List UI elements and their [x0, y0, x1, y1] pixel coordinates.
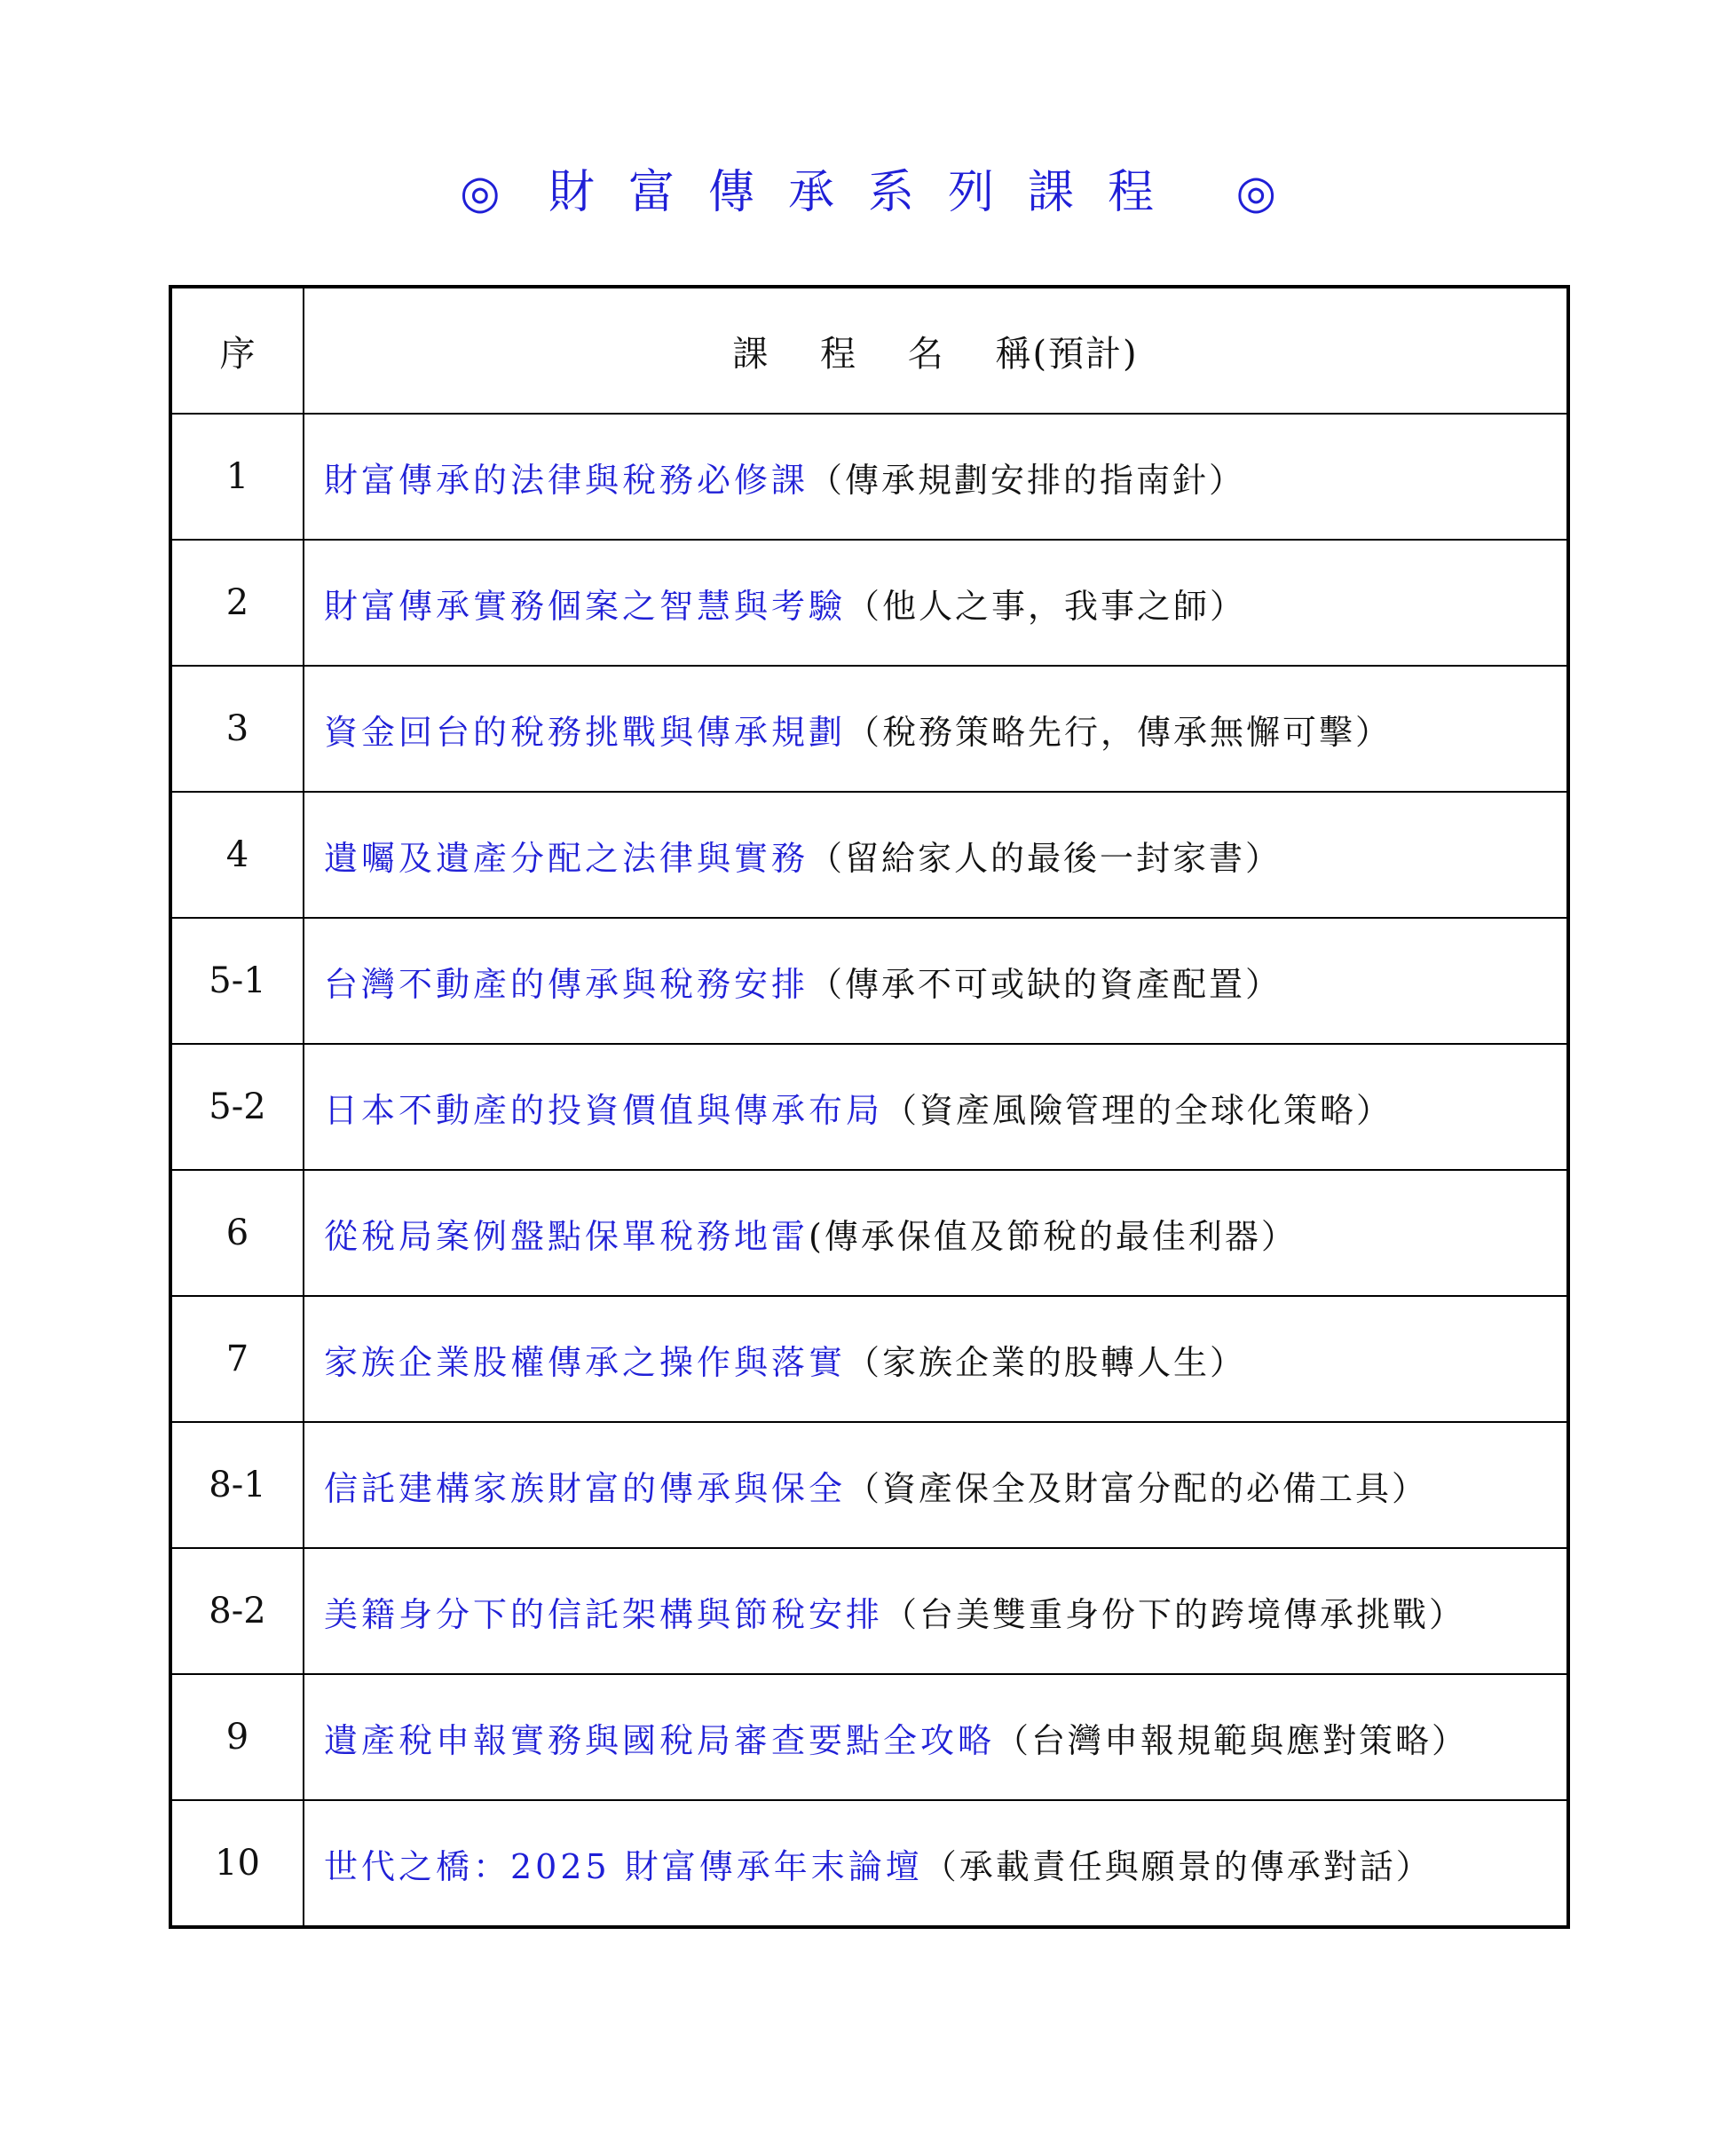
- row-course-name: [304, 918, 1568, 1044]
- row-seq: 2: [170, 540, 304, 666]
- row-course-name: [304, 792, 1568, 918]
- course-title: 資金回台的稅務挑戰與傳承規劃: [324, 712, 847, 752]
- row-course-name: [304, 1296, 1568, 1422]
- row-seq: 6: [170, 1170, 304, 1296]
- row-course-name: [304, 1044, 1568, 1170]
- table-row: [170, 1170, 1568, 1296]
- course-note: （傳承規劃安排的指南針）: [809, 460, 1246, 500]
- course-note: （台美雙重身份下的跨境傳承挑戰）: [883, 1594, 1466, 1634]
- row-seq: 8-1: [170, 1422, 304, 1548]
- header-course-name: 課 程 名 稱(預計): [304, 287, 1568, 414]
- course-title: 信託建構家族財富的傳承與保全: [324, 1468, 847, 1508]
- course-rows: [170, 414, 1568, 1927]
- course-note: （資產風險管理的全球化策略）: [883, 1090, 1393, 1130]
- course-title: 財富傳承的法律與稅務必修課: [324, 460, 809, 500]
- row-seq: 5-1: [170, 918, 304, 1044]
- page-title: [0, 153, 1736, 233]
- title-text: 財富傳承系列課程: [548, 166, 1188, 219]
- row-course-name: [304, 1674, 1568, 1800]
- row-seq: 10: [170, 1800, 304, 1927]
- row-seq: 5-2: [170, 1044, 304, 1170]
- course-title: 財富傳承實務個案之智慧與考驗: [324, 586, 847, 626]
- course-title: 遺產稅申報實務與國稅局審查要點全攻略: [324, 1720, 996, 1760]
- course-note: （資產保全及財富分配的必備工具）: [846, 1468, 1429, 1508]
- double-circle-icon: ◎: [1235, 166, 1276, 219]
- row-seq: 9: [170, 1674, 304, 1800]
- course-title: 世代之橋：2025 財富傳承年末論壇: [324, 1846, 923, 1886]
- course-note: （傳承不可或缺的資產配置）: [809, 964, 1282, 1004]
- course-note: （稅務策略先行，傳承無懈可擊）: [846, 712, 1393, 752]
- row-seq: 8-2: [170, 1548, 304, 1674]
- row-seq: 3: [170, 666, 304, 792]
- header-seq: 序: [170, 287, 304, 414]
- course-note: (傳承保值及節稅的最佳利器）: [809, 1216, 1298, 1256]
- row-course-name: [304, 666, 1568, 792]
- table-row: [170, 414, 1568, 540]
- course-title: 台灣不動產的傳承與稅務安排: [324, 964, 809, 1004]
- course-note: （台灣申報規範與應對策略）: [995, 1720, 1469, 1760]
- row-course-name: [304, 1170, 1568, 1296]
- table-row: [170, 1422, 1568, 1548]
- row-course-name: [304, 540, 1568, 666]
- table-row: [170, 1674, 1568, 1800]
- row-course-name: [304, 1422, 1568, 1548]
- course-title: 日本不動產的投資價值與傳承布局: [324, 1090, 884, 1130]
- row-seq: 7: [170, 1296, 304, 1422]
- table-row: [170, 1800, 1568, 1927]
- row-course-name: [304, 414, 1568, 540]
- row-course-name: [304, 1548, 1568, 1674]
- row-course-name: [304, 1800, 1568, 1927]
- course-note: （留給家人的最後一封家書）: [809, 838, 1282, 878]
- course-table: [169, 285, 1570, 1929]
- course-note: （他人之事，我事之師）: [846, 586, 1247, 626]
- course-title: 家族企業股權傳承之操作與落實: [324, 1342, 847, 1382]
- course-note: （家族企業的股轉人生）: [846, 1342, 1247, 1382]
- row-seq: 1: [170, 414, 304, 540]
- double-circle-icon: ◎: [460, 166, 501, 219]
- table-row: [170, 666, 1568, 792]
- table-row: [170, 918, 1568, 1044]
- course-title: 從稅局案例盤點保單稅務地雷: [324, 1216, 809, 1256]
- table-row: [170, 1044, 1568, 1170]
- table-header-row: [170, 287, 1568, 414]
- table-row: [170, 792, 1568, 918]
- course-title: 美籍身分下的信託架構與節稅安排: [324, 1594, 884, 1634]
- row-seq: 4: [170, 792, 304, 918]
- table-row: [170, 1296, 1568, 1422]
- table-row: [170, 1548, 1568, 1674]
- course-title: 遺囑及遺產分配之法律與實務: [324, 838, 809, 878]
- table-row: [170, 540, 1568, 666]
- course-note: （承載責任與願景的傳承對話）: [922, 1846, 1432, 1886]
